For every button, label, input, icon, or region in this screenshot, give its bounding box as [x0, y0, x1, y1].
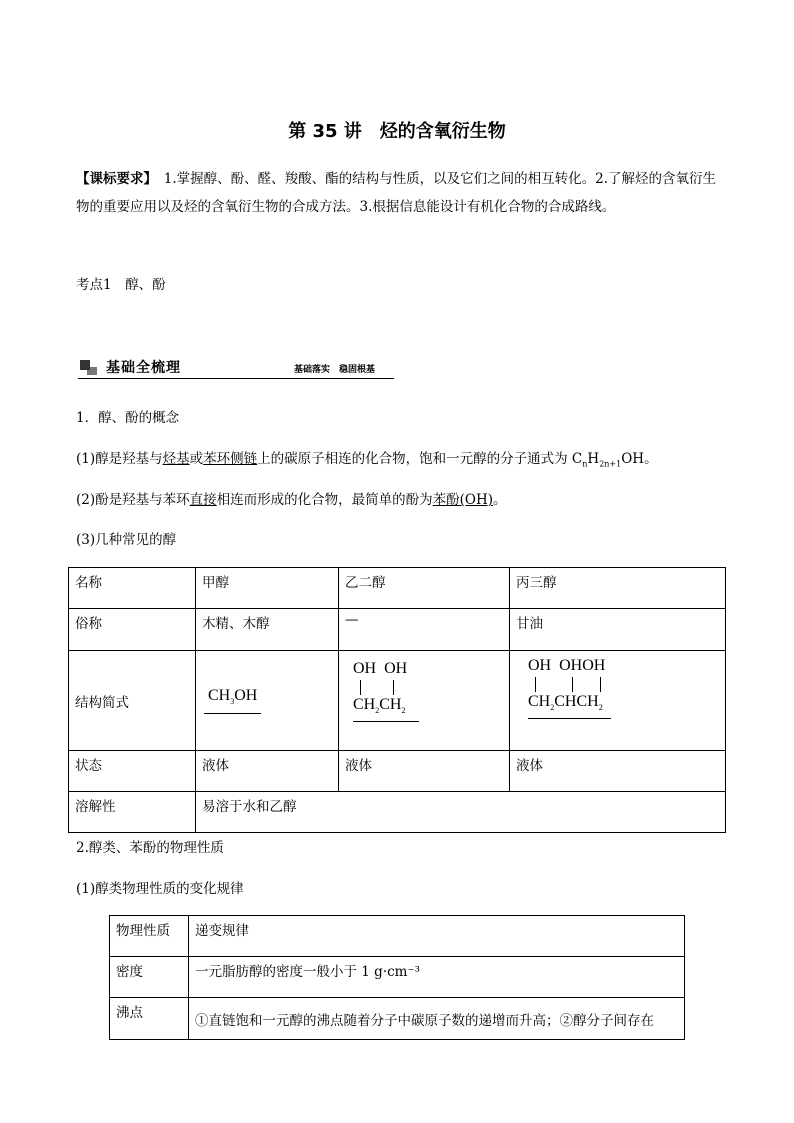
- table-cell: 沸点: [110, 998, 189, 1040]
- table-cell: 状态: [69, 751, 196, 792]
- table-cell: 结构简式: [69, 651, 196, 751]
- banner-subtitle: 基础落实 稳固根基: [294, 365, 376, 375]
- table-cell: 液体: [510, 751, 726, 792]
- table-row: [110, 916, 685, 957]
- phenol-definition: (2)酚是羟基与苯环直接相连而形成的化合物，最简单的酚为苯酚(OH)。: [76, 492, 507, 508]
- page-title: 第 35 讲 烃的含氧衍生物: [288, 121, 506, 142]
- table-cell: 递变规律: [189, 916, 685, 957]
- table-cell: 密度: [110, 957, 189, 998]
- physical-properties-heading: 2.醇类、苯酚的物理性质: [76, 840, 224, 856]
- common-alcohols-table: [68, 567, 726, 833]
- table-cell: 丙三醇: [510, 568, 726, 609]
- table-cell: 甲醇: [196, 568, 339, 609]
- common-alcohols-heading: (3)几种常见的醇: [76, 532, 177, 548]
- table-cell: 甘油: [510, 609, 726, 651]
- ethylene-glycol-structure: OH OH $CH_2CH_2$: [345, 654, 503, 722]
- concept-heading: 1．醇、酚的概念: [76, 410, 180, 426]
- requirements-label: 【课标要求】: [76, 171, 151, 187]
- table-cell: 物理性质: [110, 916, 189, 957]
- table-cell: 名称: [69, 568, 196, 609]
- table-cell: 易溶于水和乙醇: [196, 792, 726, 833]
- table-cell: 一元脂肪醇的密度一般小于 1 g·cm⁻³: [189, 957, 685, 998]
- table-cell: [510, 651, 726, 751]
- table-cell: 液体: [196, 751, 339, 792]
- table-row: [110, 957, 685, 998]
- table-cell: 乙二醇: [339, 568, 510, 609]
- methanol-structure: $CH_3OH$: [202, 687, 332, 713]
- section-banner: [78, 357, 394, 379]
- table-row: [110, 998, 685, 1040]
- alcohol-definition: (1)醇是羟基与烃基或苯环侧链上的碳原子相连的化合物，饱和一元醇的分子通式为 $C_nH_{2n+1}OH$。: [76, 451, 658, 469]
- table-cell: 俗称: [69, 609, 196, 651]
- table-row: [69, 792, 726, 833]
- alcohol-trends-heading: (1)醇类物理性质的变化规律: [76, 881, 244, 897]
- table-row: [69, 568, 726, 609]
- banner-rule: [78, 378, 394, 379]
- table-cell: 木精、木醇: [196, 609, 339, 651]
- table-cell: [196, 651, 339, 751]
- requirements-text: 1.掌握醇、酚、醛、羧酸、酯的结构与性质，以及它们之间的相互转化。2.了解烃的含氧衍生物的重要应用以及烃的含氧衍生物的合成方法。3.根据信息能设计有机化合物的合成路线。: [76, 171, 717, 215]
- table-cell: ①直链饱和一元醇的沸点随着分子中碳原子数的递增而升高；②醇分子间存在: [189, 998, 685, 1040]
- section-heading: 考点1 醇、酚: [76, 277, 166, 293]
- table-row: [69, 751, 726, 792]
- course-requirements: [76, 165, 726, 221]
- banner-title: 基础全梳理: [106, 360, 181, 376]
- table-cell: 液体: [339, 751, 510, 792]
- physical-properties-table: [109, 915, 685, 1040]
- table-cell: —: [339, 609, 510, 651]
- table-row: [69, 651, 726, 751]
- banner-square-icon: [80, 360, 90, 370]
- table-row: [69, 609, 726, 651]
- table-cell: 溶解性: [69, 792, 196, 833]
- glycerol-structure: OH OHOH $CH_2CHCH_2$: [516, 654, 719, 719]
- table-cell: [339, 651, 510, 751]
